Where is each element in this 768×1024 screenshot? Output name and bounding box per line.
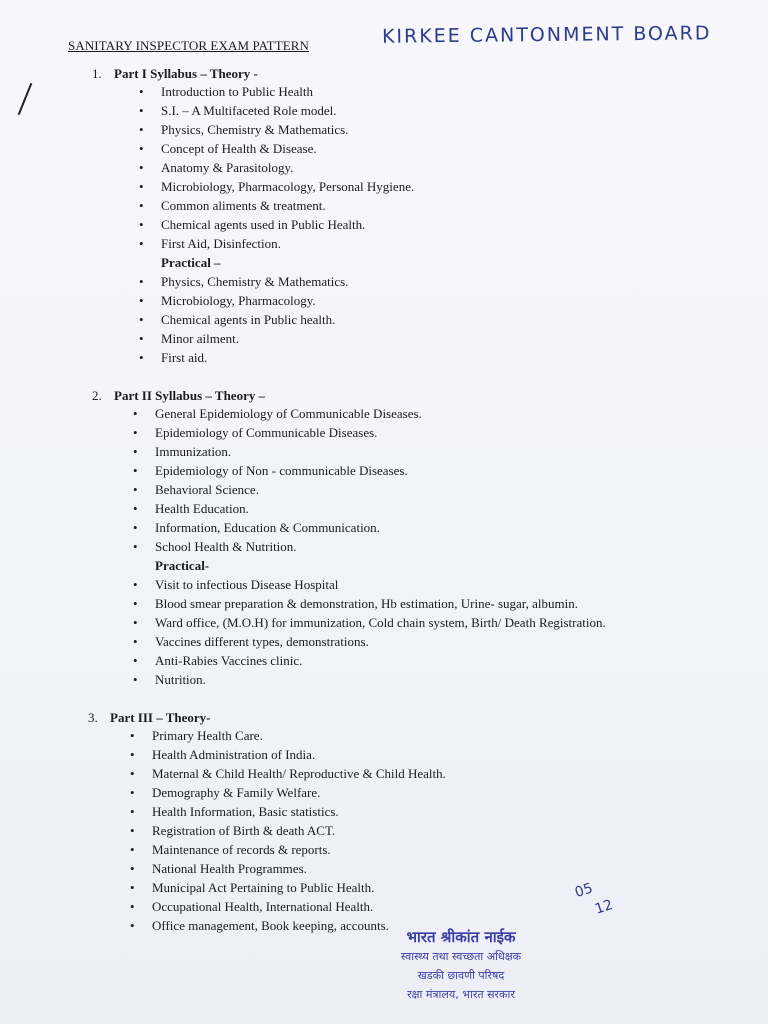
list-item: • Introduction to Public Health [161,82,414,101]
stamp-organization: खडकी छावणी परिषद [417,969,505,982]
list-item: • School Health & Nutrition. [155,537,606,556]
list-item: • Epidemiology of Non - communicable Diseases. [155,461,606,480]
list-item: • Common aliments & treatment. [161,196,414,215]
list-item: • Health Education. [155,499,606,518]
part-title: Part III – Theory- [110,710,211,725]
list-item: • Physics, Chemistry & Mathematics. [161,272,414,291]
list-item: • Immunization. [155,442,606,461]
list-item: • Nutrition. [155,670,606,689]
list-item: • Municipal Act Pertaining to Public Health. [152,878,446,897]
list-item: • Registration of Birth & death ACT. [152,821,446,840]
official-stamp [364,928,558,1004]
list-item: • Epidemiology of Communicable Diseases. [155,423,606,442]
list-item: • Health Information, Basic statistics. [152,802,446,821]
part-title: Part II Syllabus – Theory – [114,388,266,403]
list-item: • S.I. – A Multifaceted Role model. [161,101,414,120]
document-title: SANITARY INSPECTOR EXAM PATTERN [68,38,310,53]
list-item: • Demography & Family Welfare. [152,783,446,802]
pen-mark [18,83,33,115]
list-item: • Anti-Rabies Vaccines clinic. [155,651,606,670]
list-item: • Behavioral Science. [155,480,606,499]
list-item: • Primary Health Care. [152,726,446,745]
list-item: • Office management, Book keeping, accounts. [152,916,446,935]
part-2-theory-list [155,404,606,556]
stamp-ministry: रक्षा मंत्रालय, भारत सरकार [407,988,515,1001]
list-item: • Occupational Health, International Health. [152,897,446,916]
list-item: • Chemical agents used in Public Health. [161,215,414,234]
stamp-name: भारत श्रीकांत नाईक [406,928,516,946]
list-item: • Maternal & Child Health/ Reproductive & Child Health. [152,764,446,783]
list-item: • Blood smear preparation & demonstration, Hb estimation, Urine- sugar, albumin. [155,594,606,613]
stamp-designation: स्वास्थ्य तथा स्वच्छता अधिक्षक [400,950,522,963]
list-item: • Visit to infectious Disease Hospital [155,575,606,594]
handwritten-header: KIRKEE CANTONMENT BOARD [381,22,712,48]
part-2-practical-list [155,575,606,689]
list-item: • Chemical agents in Public health. [161,310,414,329]
initials-top: 05 [572,880,595,902]
part-1-section [92,66,414,367]
part-1-practical-heading: Practical – [161,255,221,270]
part-number: 1. [92,66,102,81]
part-number: 2. [92,388,102,403]
list-item: • Anatomy & Parasitology. [161,158,414,177]
list-item: • General Epidemiology of Communicable Diseases. [155,404,606,423]
list-item: • Health Administration of India. [152,745,446,764]
list-item: • Ward office, (M.O.H) for immunization, Cold chain system, Birth/ Death Registration. [155,613,606,632]
list-item: • Concept of Health & Disease. [161,139,414,158]
list-item: • Minor ailment. [161,329,414,348]
part-3-section [88,710,446,935]
part-title: Part I Syllabus – Theory - [114,66,258,81]
list-item: • Microbiology, Pharmacology. [161,291,414,310]
part-3-heading [88,710,446,726]
part-number: 3. [88,710,98,725]
initials-bottom: 12 [593,896,615,918]
handwritten-initials [573,876,615,922]
list-item: • Vaccines different types, demonstrations. [155,632,606,651]
list-item: • National Health Programmes. [152,859,446,878]
part-1-practical-list [161,272,414,367]
part-1-heading [92,66,414,82]
part-2-heading [92,388,606,404]
part-3-theory-list [152,726,446,935]
part-2-practical-heading: Practical- [155,558,210,573]
list-item: • Maintenance of records & reports. [152,840,446,859]
list-item: • Physics, Chemistry & Mathematics. [161,120,414,139]
list-item: • Microbiology, Pharmacology, Personal Hygiene. [161,177,414,196]
list-item: • First Aid, Disinfection. [161,234,414,253]
part-2-section [92,388,606,689]
part-1-theory-list [161,82,414,253]
list-item: • First aid. [161,348,414,367]
list-item: • Information, Education & Communication. [155,518,606,537]
